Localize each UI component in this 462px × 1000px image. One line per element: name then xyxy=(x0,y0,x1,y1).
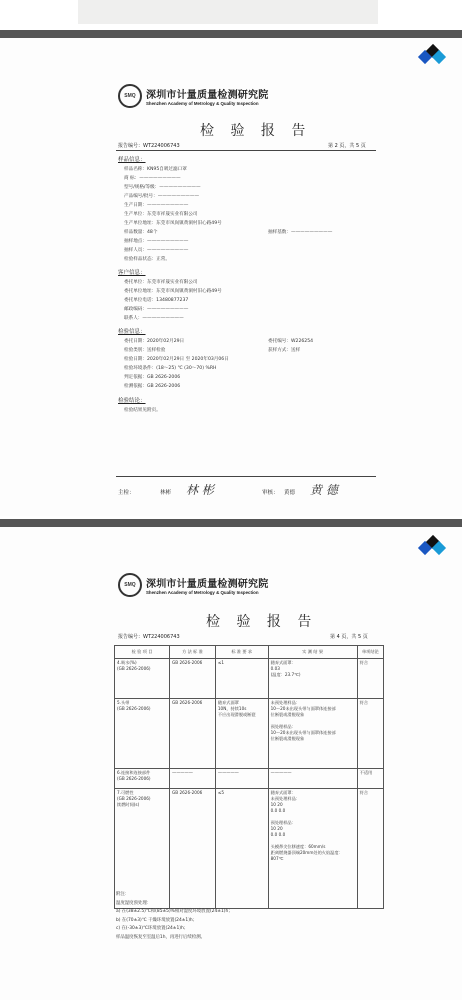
note-line: 样品温度恢复至室温后1h，再进行后续检测。 xyxy=(116,934,205,940)
field-commission-date: 委托日期：2020年02月29日 xyxy=(124,339,185,344)
cell-requirement: 随弃式面罩 10N，持续10s 不应出现滑脱或断裂 xyxy=(215,699,268,769)
cell-verdict: 符合 xyxy=(357,789,383,909)
col-header-result: 实 测 结 果 xyxy=(268,646,357,659)
field-manufacturer-address: 生产单位地址：东莞市凤岗镇黄洞村旧心路49号 xyxy=(124,221,222,226)
approver-label: 主检： xyxy=(118,490,135,496)
approver-signature: 林 彬 xyxy=(186,483,214,497)
field-client: 委托单位：东莞市祥晟实业有限公司 xyxy=(124,280,198,285)
report-title: 检 验 报 告 xyxy=(206,614,318,630)
note-line: 温度湿度预处理： xyxy=(116,900,152,906)
inspection-info-heading: 检验信息： xyxy=(118,329,146,335)
cell-item: 5.头带 (GB 2626-2006) xyxy=(115,699,170,769)
table-row xyxy=(115,769,384,789)
field-inspection-date: 检验日期：2020年02月29日 至 2020年03月06日 xyxy=(124,357,229,362)
cell-result: 随弃式面罩： 0.03 (温度：23.7℃) xyxy=(268,659,357,699)
report-page-1 xyxy=(0,38,462,516)
field-environment: 检验环境条件：(18～25) ℃ (30～70) %RH xyxy=(124,366,217,371)
cell-item: 6.连接和连接部件 (GB 2626-2006) xyxy=(115,769,170,789)
page-divider-top xyxy=(0,30,462,38)
field-judgement-basis: 判定依据：GB 2626-2006 xyxy=(124,375,181,380)
field-inspection-type: 检验类别：送样检验 xyxy=(124,348,166,353)
top-strip xyxy=(78,0,378,24)
notes-block xyxy=(116,891,233,942)
field-sample-name: 样品名称：KN95自吸过滤口罩 xyxy=(124,167,187,172)
field-sample-quantity: 样品数量：48个 xyxy=(124,230,158,235)
table-row xyxy=(115,659,384,699)
note-line: b) 在(70±3)℃ 干燥环境放置(24±1)h； xyxy=(116,917,198,923)
app-logo-icon xyxy=(420,46,446,68)
table-header-row xyxy=(115,646,384,659)
institute-name-en: Shenzhen Academy of Metrology & Quality Inspection xyxy=(146,101,259,106)
col-header-method: 方 法 标 准 xyxy=(170,646,216,659)
approver-name: 林彬 xyxy=(160,490,172,496)
reviewer-signature: 黄 德 xyxy=(310,483,338,497)
table-row xyxy=(115,699,384,769)
institute-header xyxy=(118,573,268,597)
reviewer-name: 黄德 xyxy=(284,490,296,496)
client-info-heading: 客户信息： xyxy=(118,270,146,276)
report-number: 报告编号：WT224006743 xyxy=(118,634,180,640)
cell-item: 7.可燃性 (GB 2626-2006) 续燃时间(s) xyxy=(115,789,170,909)
cell-method: GB 2626-2006 xyxy=(170,789,216,909)
cell-item: 4.吸水(%) (GB 2626-2006) xyxy=(115,659,170,699)
cell-method: ————— xyxy=(170,769,216,789)
institute-seal-icon: SMQ xyxy=(118,573,142,597)
conclusion-text: 检验结果见附页。 xyxy=(124,408,161,413)
header-rule xyxy=(116,150,376,151)
page-number: 第 2 页，共 5 页 xyxy=(328,143,366,149)
cell-verdict: 不适用 xyxy=(357,769,383,789)
cell-verdict: 符合 xyxy=(357,699,383,769)
institute-name-en: Shenzhen Academy of Metrology & Quality Inspection xyxy=(146,590,259,595)
field-sample-state: 检验样品状态：正常。 xyxy=(124,257,170,262)
cell-verdict: 符合 xyxy=(357,659,383,699)
field-client-phone: 委托单位电话：13480877237 xyxy=(124,298,189,303)
cell-result: 未预处理样品： 10～20未出现头带与面罩体连接部 位断裂或滑脱现象 预处理样品： 10～20未出现头带与面罩体连接部 位断裂或滑脱现象 xyxy=(268,699,357,769)
cell-requirement: ≤5 xyxy=(215,789,268,909)
field-test-basis: 检测依据：GB 2626-2006 xyxy=(124,384,181,389)
page-divider-middle xyxy=(0,519,462,527)
results-table xyxy=(114,645,384,909)
note-line: c) 在(-30±3)℃环境放置(24±1)h； xyxy=(116,926,189,931)
field-batch: 产品编号/批号：————————— xyxy=(124,194,200,199)
sample-info-heading: 样品信息： xyxy=(118,157,146,163)
cell-method: GB 2626-2006 xyxy=(170,659,216,699)
report-number: 报告编号：WT224006743 xyxy=(118,143,180,149)
institute-seal-icon: SMQ xyxy=(118,84,142,108)
cell-requirement: ————— xyxy=(215,769,268,789)
cell-result: 随弃式面罩： 未预处理样品： 10 20 0.0 0.0 预处理样品： 10 20 0.0 0.0 头模鼻尖位移速度：60mm/s 距离燃烧器顶端20mm处的火焰温度： 807℃ xyxy=(268,789,357,909)
field-sampling-place: 抽样地点：————————— xyxy=(124,239,189,244)
page-number: 第 4 页，共 5 页 xyxy=(330,634,368,640)
field-production-date: 生产日期：————————— xyxy=(124,203,189,208)
col-header-item: 检 验 项 目 xyxy=(115,646,170,659)
institute-name-cn: 深圳市计量质量检测研究院 xyxy=(146,90,269,101)
reviewer-label: 审核： xyxy=(262,490,279,496)
signature-rule xyxy=(116,476,376,477)
field-sampling-base: 抽样基数：————————— xyxy=(268,230,333,235)
conclusion-heading: 检验结论： xyxy=(118,398,146,404)
cell-requirement: ≤1 xyxy=(215,659,268,699)
field-contact: 联系人：————————— xyxy=(124,316,184,321)
report-page-2 xyxy=(0,527,462,1000)
field-manufacturer: 生产单位：东莞市祥晟实业有限公司 xyxy=(124,212,198,217)
field-model: 型号/规格/等级：————————— xyxy=(124,185,201,190)
cell-method: GB 2626-2006 xyxy=(170,699,216,769)
field-trademark: 商 标：————————— xyxy=(124,176,181,181)
field-client-address: 委托单位地址：东莞市凤岗镇黄洞村旧心路49号 xyxy=(124,289,222,294)
top-remnant xyxy=(0,0,462,28)
col-header-requirement: 标 准 要 求 xyxy=(215,646,268,659)
institute-header xyxy=(118,84,268,108)
app-logo-icon xyxy=(420,537,446,559)
note-line: 附注： xyxy=(116,892,130,897)
note-line: a) 在(38±2.5)℃和(85±5)%相对湿度环境放置(24±1)h； xyxy=(116,909,233,914)
institute-name-cn: 深圳市计量质量检测研究院 xyxy=(146,579,269,590)
field-sampling-method: 获样方式：送样 xyxy=(268,348,301,353)
cell-result: ————— xyxy=(268,769,357,789)
field-postcode: 邮政编码：————————— xyxy=(124,307,189,312)
col-header-verdict: 单项结论 xyxy=(357,646,383,659)
field-commission-no: 委托编号：W226254 xyxy=(268,339,314,344)
field-sampler: 抽样人员：————————— xyxy=(124,248,189,253)
report-title: 检 验 报 告 xyxy=(200,123,312,139)
